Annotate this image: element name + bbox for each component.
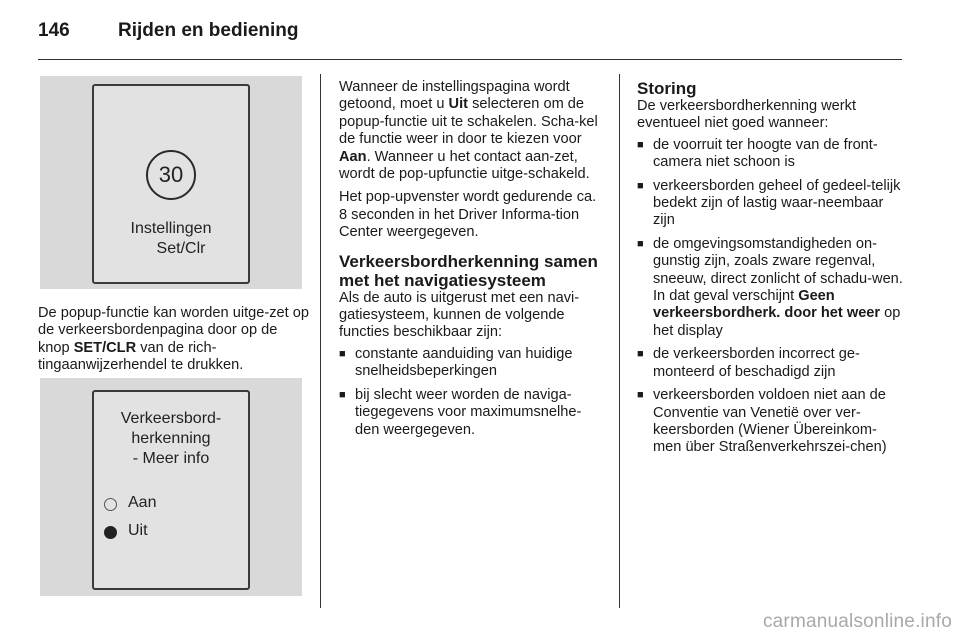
navigation-intro-paragraph: Als de auto is uitgerust met een navi-gatiesysteem, kunnen de volgende functies beschikbaar zijn: — [339, 289, 580, 341]
malfunction-list — [637, 137, 903, 457]
list-item — [637, 236, 903, 340]
column-divider-1 — [320, 74, 321, 608]
popup-duration-paragraph: Het pop-upvenster wordt gedurende ca. 8 seconden in het Driver Informa-tion Center weergegeven. — [339, 189, 597, 241]
list-item: ■ bij slecht weer worden de naviga-tiegegevens voor maximumsnelhe-den weergegeven. — [339, 387, 604, 439]
list-item: ■ verkeersborden voldoen niet aan de Conventie van Venetië over ver-keersborden (Wiener Übereinkom-men über Straßenverkehrszei-chen) — [637, 387, 903, 457]
section-heading-navigation: Verkeersbordherkenning samen met het navigatiesysteem — [339, 251, 598, 290]
malfunction-intro: De verkeersbordherkenning werkt eventueel niet goed wanneer: — [637, 98, 857, 132]
display-message: Geen verkeersbordherk. door het weer — [653, 288, 881, 322]
term-uit: Uit — [448, 96, 469, 113]
option-aan: Aan — [128, 494, 157, 511]
figure-settings-page — [40, 378, 302, 596]
settings-title-line-1: Verkeersbord- — [120, 410, 222, 427]
watermark: carmanualsonline.info — [762, 611, 952, 632]
display-screen — [92, 390, 250, 590]
navigation-feature-list — [339, 346, 604, 439]
popup-line-2: Set/Clr — [156, 240, 206, 257]
section-heading-storing: Storing — [637, 79, 697, 98]
option-uit: Uit — [128, 522, 148, 539]
speed-sign-icon: 30 — [146, 150, 196, 200]
column-3-text — [637, 79, 903, 463]
page-number: 146 — [38, 20, 70, 41]
text-run: . Wanneer u het contact aan-zet, wordt de pop-upfunctie uitge-schakeld. — [339, 148, 590, 183]
settings-title-line-2: herkenning — [131, 430, 211, 447]
display-screen — [92, 84, 250, 284]
settings-paragraph — [339, 79, 604, 183]
list-item: ■ de verkeersborden incorrect ge-monteerd of beschadigd zijn — [637, 346, 903, 381]
term-aan: Aan — [339, 148, 367, 165]
popup-line-1: Instellingen — [130, 220, 212, 237]
text-run: selecteren om de popup-functie uit te schakelen. Scha-kel de functie weer in door te kiezen voor — [339, 96, 598, 148]
button-name-setclr: SET/CLR — [73, 339, 137, 356]
list-item: ■ verkeersborden geheel of gedeel-telijk bedekt zijn of lastig waar-neembaar zijn — [637, 178, 903, 230]
page-header — [38, 20, 299, 42]
column-divider-2 — [619, 74, 620, 608]
text-run: De popup-functie kan worden uitge-zet op de verkeersbordenpagina door op de knop — [38, 305, 309, 356]
settings-title-line-3: - Meer info — [132, 450, 210, 467]
text-run: van de rich-tingaanwijzerhendel te drukken. — [38, 339, 244, 374]
radio-empty-icon — [104, 498, 117, 511]
popup-disable-paragraph — [38, 305, 310, 375]
radio-selected-icon — [104, 526, 117, 539]
column-1-text — [38, 305, 310, 381]
figure-speed-popup — [40, 76, 302, 289]
list-item: ■ constante aanduiding van huidige snelheidsbeperkingen — [339, 346, 604, 381]
text-run: de omgevingsomstandigheden on-gunstig zijn, zoals zware regenval, sneeuw, direct zonlicht of schadu-wen. In dat geval verschijnt — [653, 235, 903, 305]
text-run: Wanneer de instellingspagina wordt getoond, moet u — [339, 79, 570, 113]
text-run: op het display — [653, 305, 901, 339]
list-item: ■ de voorruit ter hoogte van de front-camera niet schoon is — [637, 137, 903, 172]
page-title: Rijden en bediening — [118, 20, 299, 41]
header-rule — [38, 59, 902, 60]
column-2-text — [339, 79, 604, 445]
